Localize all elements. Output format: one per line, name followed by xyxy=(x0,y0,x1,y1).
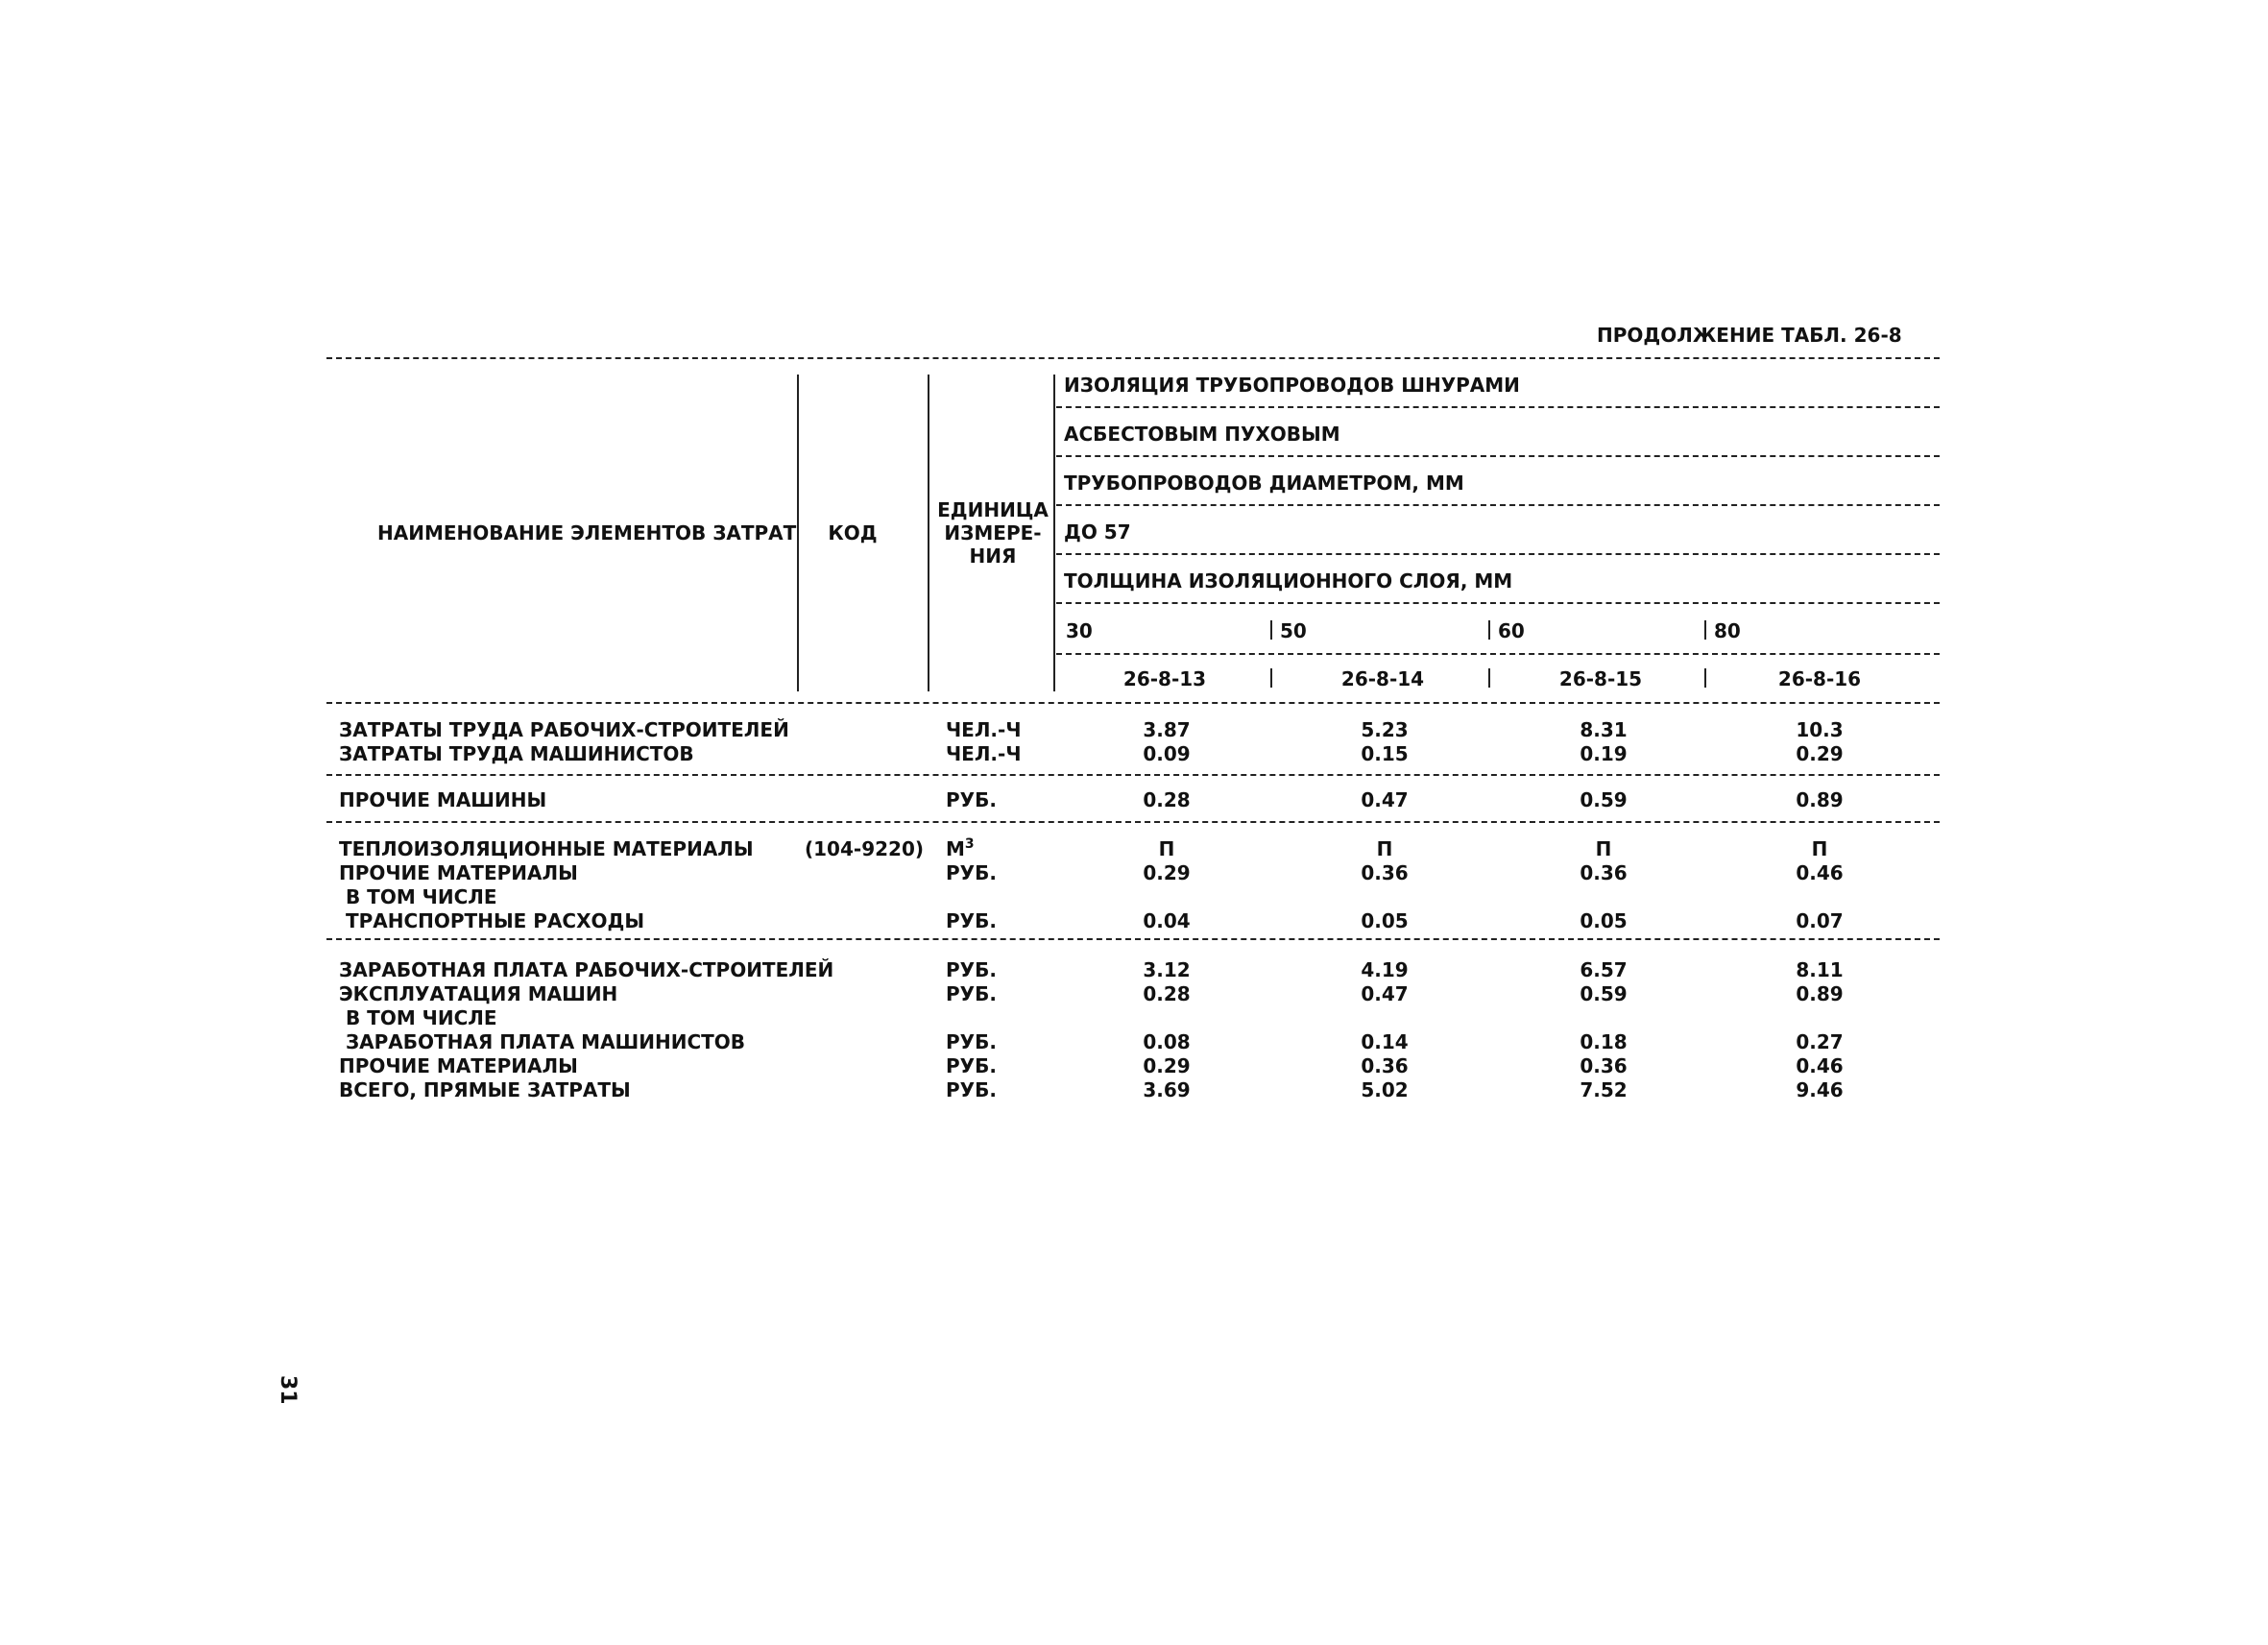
row-value: 5.23 xyxy=(1361,718,1409,741)
column-divider xyxy=(1488,620,1490,640)
header-diameter-value: ДО 57 xyxy=(1064,520,1131,544)
row-unit xyxy=(946,863,997,883)
row-value: 0.15 xyxy=(1361,742,1409,765)
column-divider xyxy=(1488,668,1490,688)
row-unit-text: РУБ. xyxy=(946,1054,997,1077)
group-rule xyxy=(326,938,1940,940)
row-value: 0.05 xyxy=(1580,909,1628,932)
row-value: 0.18 xyxy=(1580,1030,1628,1053)
column-divider xyxy=(1704,668,1706,688)
row-name: ВСЕГО, ПРЯМЫЕ ЗАТРАТЫ xyxy=(339,1078,631,1101)
table-top-rule xyxy=(326,357,1940,359)
row-name: ПРОЧИЕ МАТЕРИАЛЫ xyxy=(339,1054,578,1077)
column-divider xyxy=(1704,620,1706,640)
row-unit-text: РУБ. xyxy=(946,982,997,1005)
row-value: 7.52 xyxy=(1580,1078,1628,1101)
header-bottom-rule xyxy=(326,702,1940,704)
row-value: П xyxy=(1376,837,1393,860)
row-name: ЭКСПЛУАТАЦИЯ МАШИН xyxy=(339,982,618,1005)
row-value: 0.36 xyxy=(1580,861,1628,884)
row-unit-text: РУБ. xyxy=(946,861,997,884)
header-unit-line: НИЯ xyxy=(969,544,1017,568)
row-unit-text: РУБ. xyxy=(946,909,997,932)
row-value: 0.04 xyxy=(1143,909,1191,932)
row-unit-text: М xyxy=(946,837,965,860)
row-unit xyxy=(946,790,997,810)
row-name: ПРОЧИЕ МАШИНЫ xyxy=(339,788,547,811)
thickness-value: 50 xyxy=(1280,619,1307,642)
row-value: 6.57 xyxy=(1580,958,1628,981)
row-value: 0.36 xyxy=(1580,1054,1628,1077)
header-material: АСБЕСТОВЫМ ПУХОВЫМ xyxy=(1064,423,1340,446)
row-name: ЗАТРАТЫ ТРУДА РАБОЧИХ-СТРОИТЕЛЕЙ xyxy=(339,718,789,741)
thickness-value: 80 xyxy=(1714,619,1741,642)
row-value: П xyxy=(1811,837,1828,860)
row-value: 3.12 xyxy=(1143,958,1191,981)
row-value: 4.19 xyxy=(1361,958,1409,981)
row-value: 8.31 xyxy=(1580,718,1628,741)
row-value: 0.89 xyxy=(1796,788,1844,811)
row-value: 8.11 xyxy=(1796,958,1844,981)
header-unit-line: ЕДИНИЦА xyxy=(937,498,1049,521)
row-value: 0.19 xyxy=(1580,742,1628,765)
row-value: 0.08 xyxy=(1143,1030,1191,1053)
row-value: 0.36 xyxy=(1361,861,1409,884)
row-unit-superscript: 3 xyxy=(964,836,975,852)
page-number: 31 xyxy=(276,1375,300,1405)
row-value: 0.28 xyxy=(1143,788,1191,811)
table-caption: ПРОДОЛЖЕНИЕ ТАБЛ. 26-8 xyxy=(1597,324,1902,347)
row-value: 0.47 xyxy=(1361,982,1409,1005)
row-unit xyxy=(946,1056,997,1076)
norm-code: 26-8-15 xyxy=(1558,667,1643,690)
row-name: ЗАТРАТЫ ТРУДА МАШИНИСТОВ xyxy=(339,742,694,765)
column-divider xyxy=(1053,375,1055,691)
row-value: 3.69 xyxy=(1143,1078,1191,1101)
row-unit xyxy=(946,720,1022,739)
row-value: 0.27 xyxy=(1796,1030,1844,1053)
group-rule xyxy=(326,821,1940,823)
norm-code: 26-8-16 xyxy=(1777,667,1862,690)
row-unit xyxy=(946,744,1022,763)
row-name: ТРАНСПОРТНЫЕ РАСХОДЫ xyxy=(339,909,645,932)
norm-code: 26-8-14 xyxy=(1340,667,1425,690)
group-rule xyxy=(326,774,1940,776)
row-value: 0.05 xyxy=(1361,909,1409,932)
norm-code: 26-8-13 xyxy=(1122,667,1207,690)
row-unit xyxy=(946,911,997,931)
row-value: 0.46 xyxy=(1796,861,1844,884)
row-value: 3.87 xyxy=(1143,718,1191,741)
header-work-title: ИЗОЛЯЦИЯ ТРУБОПРОВОДОВ ШНУРАМИ xyxy=(1064,374,1520,397)
header-name-column: НАИМЕНОВАНИЕ ЭЛЕМЕНТОВ ЗАТРАТ xyxy=(377,521,797,544)
row-value: 0.89 xyxy=(1796,982,1844,1005)
row-name: ЗАРАБОТНАЯ ПЛАТА РАБОЧИХ-СТРОИТЕЛЕЙ xyxy=(339,958,834,981)
column-divider xyxy=(797,375,799,691)
row-value: 0.47 xyxy=(1361,788,1409,811)
row-name: В ТОМ ЧИСЛЕ xyxy=(339,1006,497,1029)
row-value: 0.29 xyxy=(1143,1054,1191,1077)
row-value: 0.59 xyxy=(1580,788,1628,811)
row-value: 9.46 xyxy=(1796,1078,1844,1101)
row-value: П xyxy=(1595,837,1612,860)
column-divider xyxy=(1270,620,1272,640)
row-resource-code: (104-9220) xyxy=(805,837,924,860)
column-divider xyxy=(928,375,929,691)
column-divider xyxy=(1270,668,1272,688)
row-name: ПРОЧИЕ МАТЕРИАЛЫ xyxy=(339,861,578,884)
row-value: 5.02 xyxy=(1361,1078,1409,1101)
thickness-value: 30 xyxy=(1066,619,1093,642)
header-rule xyxy=(1056,653,1940,655)
row-value: 0.28 xyxy=(1143,982,1191,1005)
row-unit-text: РУБ. xyxy=(946,788,997,811)
row-unit-text: РУБ. xyxy=(946,1030,997,1053)
row-value: 0.46 xyxy=(1796,1054,1844,1077)
row-value: 0.09 xyxy=(1143,742,1191,765)
row-value: 0.59 xyxy=(1580,982,1628,1005)
row-unit xyxy=(946,836,975,860)
row-value: 0.36 xyxy=(1361,1054,1409,1077)
row-unit-text: ЧЕЛ.-Ч xyxy=(946,742,1022,765)
header-rule xyxy=(1056,553,1940,555)
row-unit xyxy=(946,984,997,1004)
header-rule xyxy=(1056,455,1940,457)
row-value: 10.3 xyxy=(1796,718,1844,741)
row-name: ТЕПЛОИЗОЛЯЦИОННЫЕ МАТЕРИАЛЫ xyxy=(339,837,754,860)
row-name: В ТОМ ЧИСЛЕ xyxy=(339,885,497,908)
row-unit-text: РУБ. xyxy=(946,958,997,981)
header-rule xyxy=(1056,602,1940,604)
header-thickness-label: ТОЛЩИНА ИЗОЛЯЦИОННОГО СЛОЯ, ММ xyxy=(1064,569,1513,593)
row-value: 0.07 xyxy=(1796,909,1844,932)
header-code-column: КОД xyxy=(828,521,878,544)
row-value: 0.29 xyxy=(1143,861,1191,884)
row-unit xyxy=(946,1080,997,1100)
row-value: П xyxy=(1158,837,1175,860)
row-value: 0.29 xyxy=(1796,742,1844,765)
header-rule xyxy=(1056,406,1940,408)
header-diameter-label: ТРУБОПРОВОДОВ ДИАМЕТРОМ, ММ xyxy=(1064,472,1464,495)
header-rule xyxy=(1056,504,1940,506)
row-unit-text: РУБ. xyxy=(946,1078,997,1101)
header-unit-line: ИЗМЕРЕ- xyxy=(944,521,1042,544)
row-name: ЗАРАБОТНАЯ ПЛАТА МАШИНИСТОВ xyxy=(339,1030,746,1053)
thickness-value: 60 xyxy=(1498,619,1525,642)
row-unit xyxy=(946,1032,997,1052)
row-unit xyxy=(946,960,997,980)
row-value: 0.14 xyxy=(1361,1030,1409,1053)
row-unit-text: ЧЕЛ.-Ч xyxy=(946,718,1022,741)
